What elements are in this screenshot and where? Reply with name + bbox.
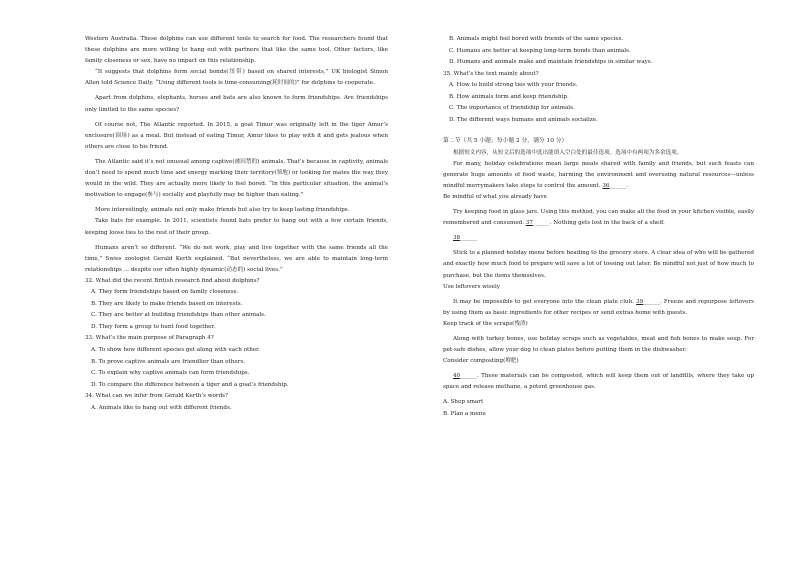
passage-paragraph: Western Australia. These dolphins can use different tools to search for food. The researchers found that these dolphins are more willing to hang out with partners that like the same tool. Other factors, like family closeness or sex, have no impact on this relationship.: [85, 36, 388, 65]
question-35-stem: 35. What’s the text mainly about?: [443, 70, 539, 77]
question-34-stem: 34. What can we infer from Gerald Kerth’s words?: [85, 393, 229, 400]
question-32-option-d[interactable]: D. They form a group to hunt food together.: [91, 323, 216, 330]
question-33-option-a[interactable]: A. To show how different species get along with each other.: [91, 347, 260, 354]
blank-37[interactable]: 37: [525, 220, 533, 227]
intro-text: For many, holiday celebrations mean large meals shared with family and friends, but such feasts can generate huge amounts of food waste, harming the environment and overusing natural resources—unless mindful merrymakers take steps to control the amount.: [443, 160, 754, 189]
passage-paragraph: Of course not, The Atlantic reported. In 2015, a goat Timur was originally left in the tiger Amur’s enclosure(围场) as a meal. But instead of eating Timur, Amur likes to play with it and gets jealous when others are close to his friend.: [85, 121, 388, 150]
passage-paragraph: “It suggests that dolphins form social bonds(纽带) based on shared interests,” UK biologist Simon Allen told Science Daily. “Using different tools is time-consuming(耗时间的)” for dolphins to cooperate.: [85, 69, 388, 87]
left-column: [85, 34, 388, 414]
heading-scraps: Keep track of the scraps(残渣): [443, 320, 528, 327]
paragraph-planned-menu: Stick to a planned holiday menu before heading to the grocery store. A clear idea of who will be gathered and exactly how much food to prepare will save a lot of tossing out later. Be mindful not just of how much to purchase, but the items themselves.: [443, 250, 754, 279]
answer-option-a[interactable]: A. Shop smart: [443, 399, 484, 406]
right-column: [443, 34, 754, 421]
composting-text: . These materials can be composted, which will keep them out of landfills, where they take up space and release methane, a potent greenhouse gas.: [443, 373, 754, 391]
leftovers-post: . Freeze and repurpose leftovers by using them as basic ingredients for other recipes or send extras home with guests.: [443, 298, 755, 316]
blank-38[interactable]: 38: [453, 235, 461, 242]
paragraph-blank-38: 38______: [453, 235, 477, 242]
passage-intro: For many, holiday celebrations mean large meals shared with family and friends, but such feasts can generate huge amounts of food waste, harming the environment and overusing natural resources—unless mindful merrymakers take steps to control the amount. 36______.: [443, 160, 754, 189]
glass-jars-post: . Nothing gets lost in the back of a shelf.: [549, 220, 665, 227]
question-33-option-c[interactable]: C. To explain why captive animals can form friendships.: [91, 370, 250, 377]
passage-paragraph: More interestingly, animals not only make friends but also try to keep lasting friendships.: [95, 207, 350, 214]
glass-jars-text: Try keeping food in glass jars. Using this method, you can make all the food in your kitchen visible, easily remembered and consumed.: [443, 209, 754, 227]
paragraph-glass-jars: Try keeping food in glass jars. Using this method, you can make all the food in your kitchen visible, easily remembered and consumed. 37______. Nothing gets lost in the back of a shelf.: [443, 209, 754, 227]
leftovers-text: It may be impossible to get everyone into the clean plate club.: [453, 298, 634, 305]
question-34-option-b[interactable]: B. Animals might feel bored with friends of the same species.: [449, 36, 624, 42]
section-instructions: 根据短文内容，从短文后的选项中选出能填入空白处的最佳选项。选项中有两项为多余选项。: [453, 149, 683, 156]
question-33-option-b[interactable]: B. To prove captive animals are friendlier than others.: [91, 358, 245, 365]
heading-mindful: Be mindful of what you already have: [443, 193, 547, 200]
question-33-option-d[interactable]: D. To compare the difference between a tiger and a goat’s friendship.: [91, 381, 289, 388]
passage-paragraph: Apart from dolphins, elephants, horses and bats are also known to form friendships. Are friendships only limited to the same species?: [85, 95, 388, 113]
paragraph-leftovers: It may be impossible to get everyone into the clean plate club. 39______. Freeze and repurpose leftovers by using them as basic ingredients for other recipes or send extras home with guests.: [443, 298, 755, 316]
blank-39[interactable]: 39: [636, 298, 644, 305]
blank-40[interactable]: 40: [453, 373, 461, 380]
question-34-option-c[interactable]: C. Humans are better at keeping long-term bonds than animals.: [449, 47, 631, 54]
question-32-option-c[interactable]: C. They are better at building friendships than other animals.: [91, 312, 266, 319]
question-32-stem: 32. What did the recent British research find about dolphins?: [85, 277, 260, 284]
passage-paragraph: Humans aren’t so different. “We do not work, play and live together with the same friends all the time,” Swiss zoologist Gerald Kerth explained. “But nevertheless, we are able to maintain long-term relationships ... despite our often highly dynamic(动态的) social lives.”: [85, 244, 388, 273]
question-34-option-a[interactable]: A. Animals like to hang out with different friends.: [91, 404, 232, 411]
blank-36[interactable]: 36: [602, 182, 610, 189]
question-34-option-d[interactable]: D. Humans and animals make and maintain friendships in similar ways.: [449, 59, 653, 65]
heading-leftovers: Use leftovers wisely: [443, 283, 500, 290]
question-35-option-c[interactable]: C. The importance of friendship for animals.: [449, 105, 575, 112]
paragraph-composting: 40______. These materials can be composted, which will keep them out of landfills, where they take up space and release methane, a potent greenhouse gas.: [443, 373, 754, 391]
passage-paragraph: The Atlantic said it’s not unusual among captive(被囚禁的) animals. That’s because in captivity, animals don’t need to spend much time and energy marking their territory(领地) or looking for mates the way they would in the wild. They are actually more likely to feel bored. “In this particular situation, the animal’s motivation to engage(参与) socially and playfully may be higher than eating.”: [85, 158, 388, 199]
passage-paragraph: Take bats for example. In 2011, scientists found bats prefer to hang out with a few certain friends, keeping loose ties to the rest of their group.: [85, 218, 388, 236]
question-33-stem: 33. What’s the main purpose of Paragraph 4?: [85, 335, 214, 342]
question-35-option-b[interactable]: B. How animals form and keep friendship.: [449, 93, 569, 100]
question-32-option-a[interactable]: A. They form friendships based on family closeness.: [91, 289, 239, 296]
heading-composting: Consider composting(堆肥): [443, 358, 519, 365]
paragraph-scraps: Along with turkey bones, use holiday scraps such as vegetables, meat and fish bones to make soup. For pet-safe dishes, allow your dog to clean plates before putting them in the dishwasher.: [443, 336, 754, 354]
question-32-option-b[interactable]: B. They are likely to make friends based on interests.: [91, 300, 243, 307]
question-35-option-a[interactable]: A. How to build strong ties with your friends.: [449, 82, 578, 89]
question-35-option-d[interactable]: D. The different ways humans and animals socialize.: [449, 116, 598, 123]
section-title: 第二节（共 5 小题；每小题 2 分，满分 10 分）: [443, 138, 568, 145]
answer-option-b[interactable]: B. Plan a menu: [443, 411, 486, 418]
